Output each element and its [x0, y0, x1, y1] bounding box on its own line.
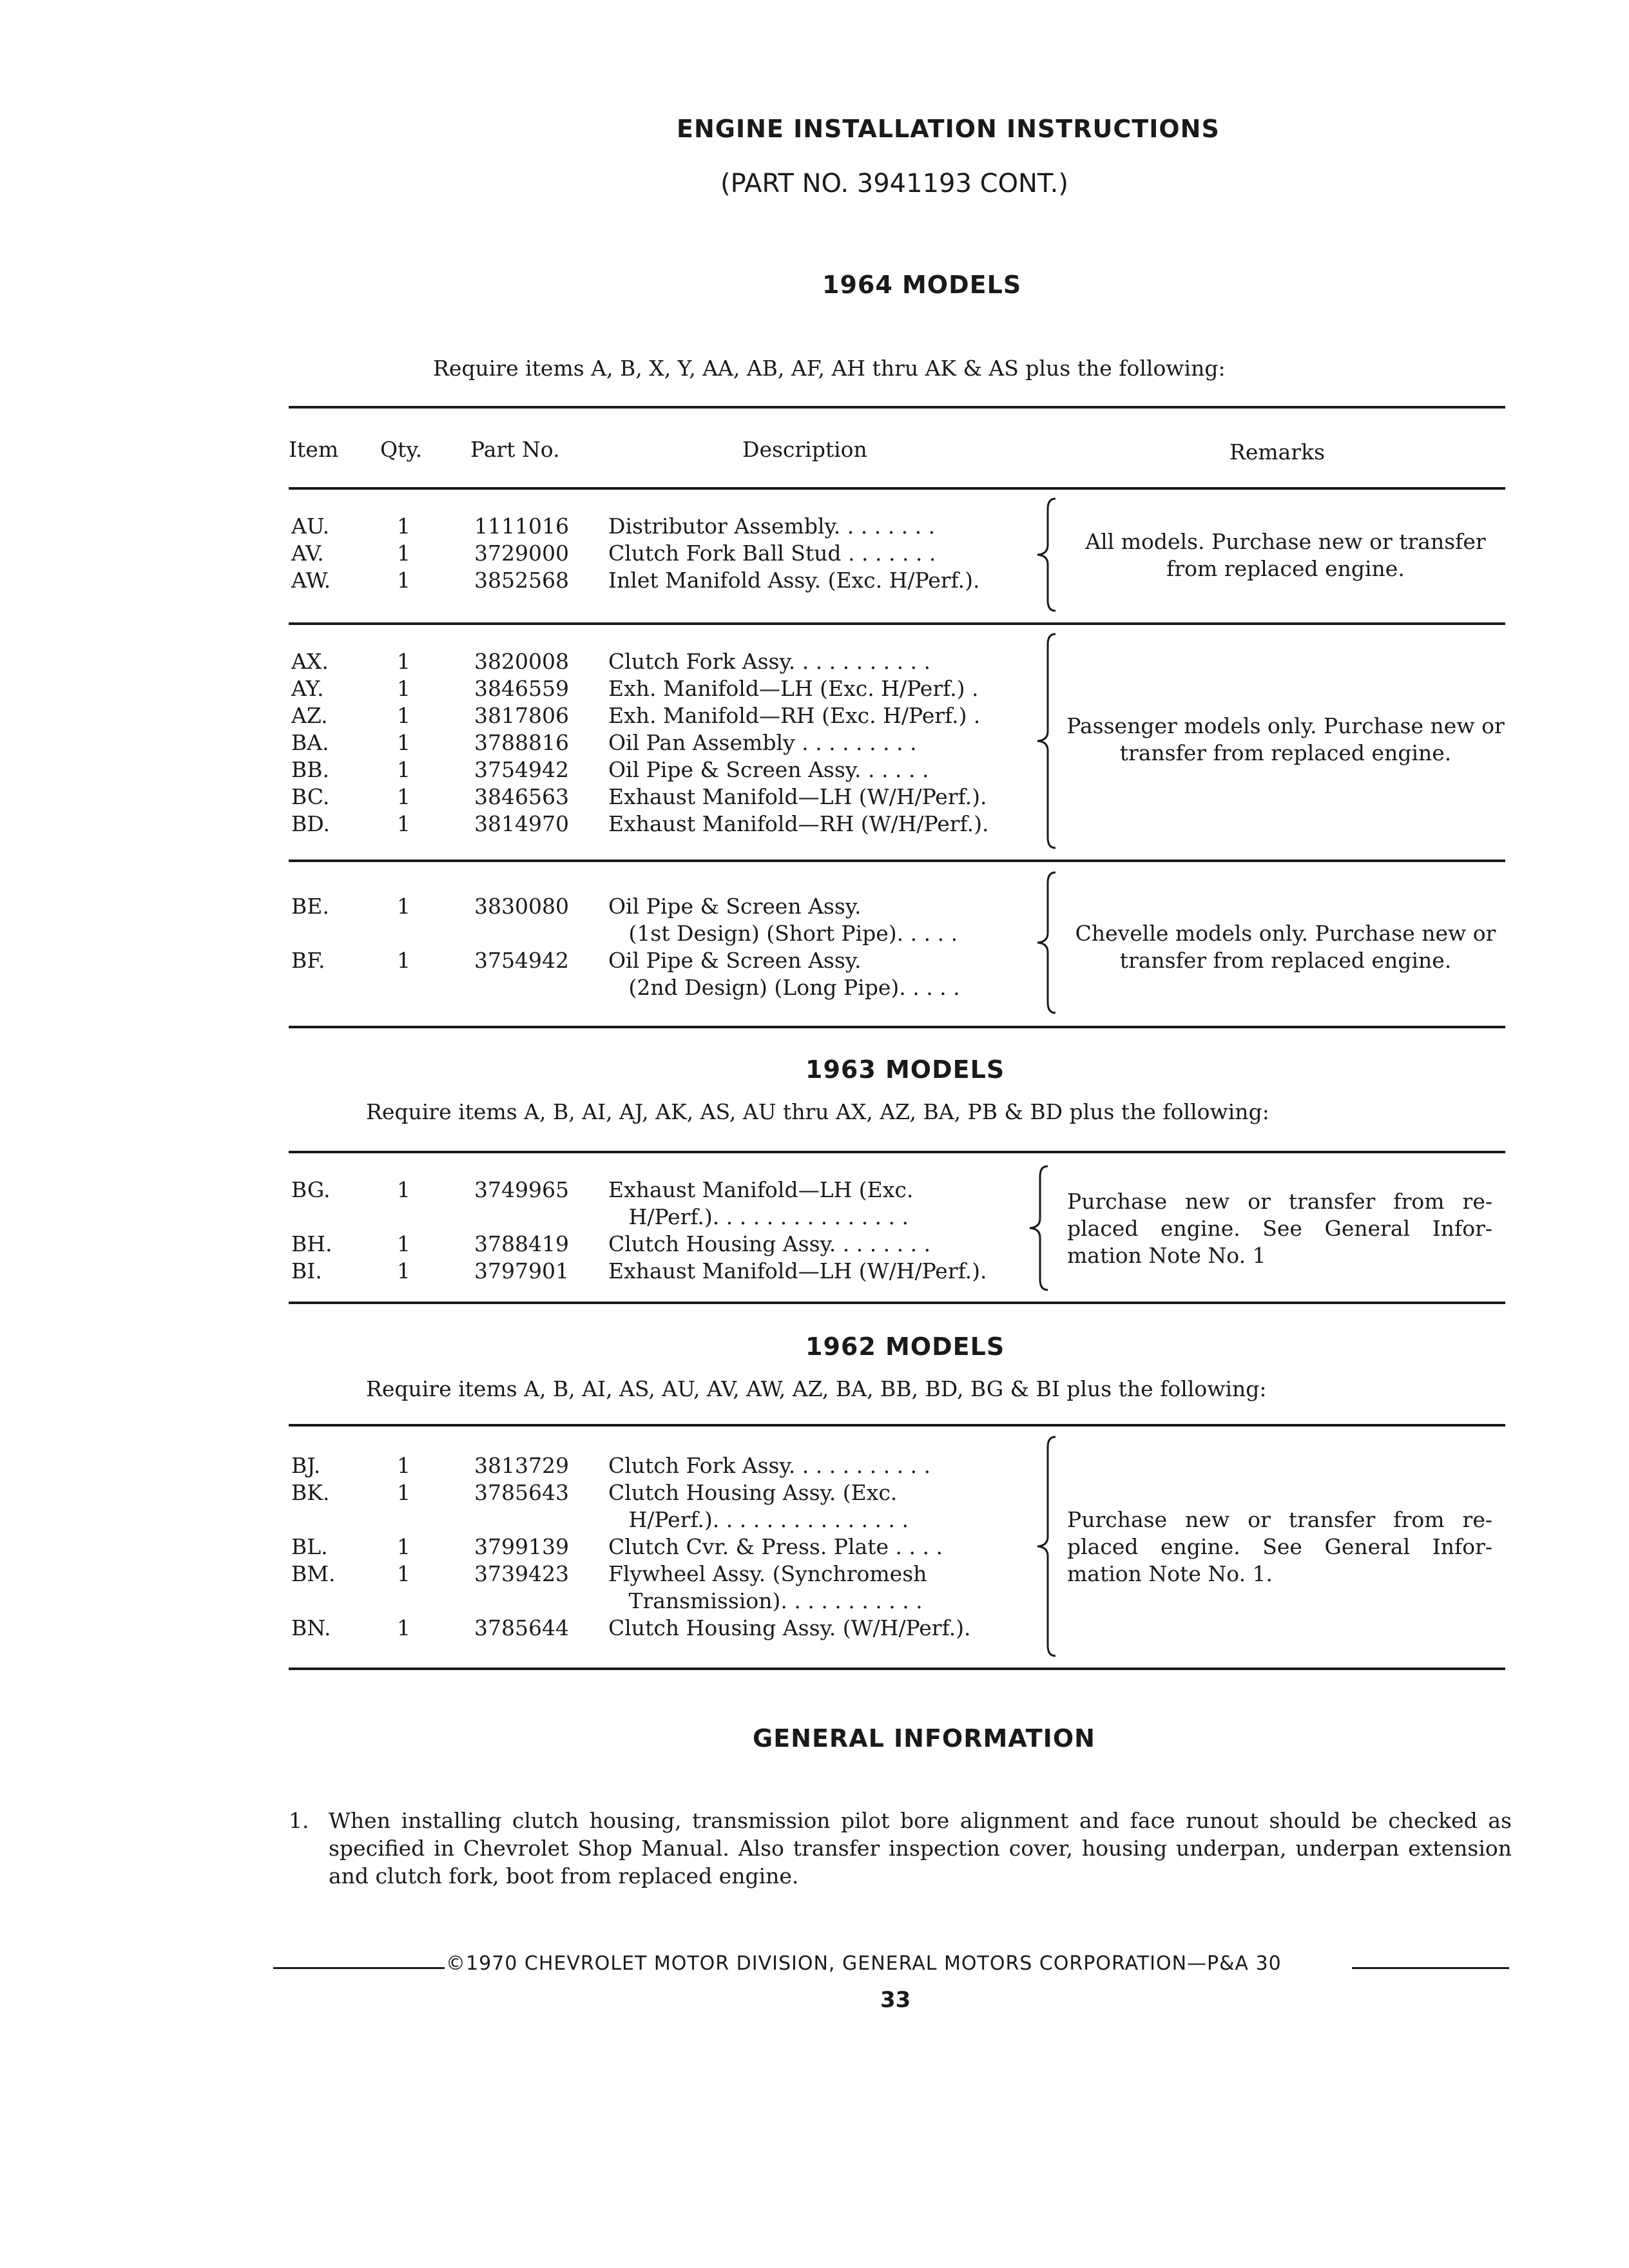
item-description-continued: H/Perf.). . . . . . . . . . . . . . . — [608, 1204, 909, 1229]
item-description: Inlet Manifold Assy. (Exc. H/Perf.). — [608, 568, 980, 593]
section-title-1963: 1963 MODELS — [805, 1055, 1005, 1084]
item-description: Clutch Fork Ball Stud . . . . . . . — [608, 541, 936, 566]
item-description: Clutch Cvr. & Press. Plate . . . . — [608, 1534, 943, 1559]
item-code: BF. — [291, 948, 325, 973]
part-number: 3799139 — [474, 1534, 569, 1559]
item-description: Exh. Manifold—LH (Exc. H/Perf.) . — [608, 676, 979, 701]
item-qty: 1 — [397, 730, 410, 755]
item-code: BC. — [291, 784, 330, 809]
item-description-continued: Transmission). . . . . . . . . . . — [608, 1588, 923, 1613]
item-qty: 1 — [397, 1177, 410, 1202]
remark-text: Purchase new or transfer from re- placed engine. See General Infor- mation Note No. 1. — [1067, 1507, 1492, 1586]
page-number: 33 — [880, 1987, 911, 2013]
item-qty: 1 — [397, 514, 410, 539]
item-description-continued: H/Perf.). . . . . . . . . . . . . . . — [608, 1507, 909, 1532]
note-number: 1. — [289, 1808, 309, 1833]
part-number: 3830080 — [474, 894, 569, 919]
item-description: Clutch Fork Assy. . . . . . . . . . . — [608, 1453, 931, 1478]
requirement-1962: Require items A, B, AI, AS, AU, AV, AW, AZ, BA, BB, BD, BG & BI plus the following: — [366, 1376, 1267, 1401]
page-subtitle: (PART NO. 3941193 CONT.) — [720, 169, 1068, 198]
item-description: Clutch Housing Assy. . . . . . . . — [608, 1231, 931, 1256]
item-code: AW. — [291, 568, 331, 593]
item-description: Exhaust Manifold—LH (Exc. — [608, 1177, 914, 1202]
item-qty: 1 — [397, 1480, 410, 1505]
item-code: BB. — [291, 757, 329, 782]
brace-icon — [1034, 631, 1059, 850]
part-number: 3814970 — [474, 811, 569, 836]
item-code: BI. — [291, 1258, 322, 1283]
item-description: Clutch Housing Assy. (Exc. — [608, 1480, 898, 1505]
remark-text: Passenger models only. Purchase new or transfer from replaced engine. — [1066, 713, 1505, 765]
item-code: BD. — [291, 811, 331, 836]
item-description: Oil Pipe & Screen Assy. . . . . . — [608, 757, 929, 782]
table-top-rule — [289, 406, 1505, 408]
item-qty: 1 — [397, 649, 410, 674]
section-end-rule — [289, 1026, 1505, 1028]
group-divider-rule — [289, 622, 1505, 625]
item-qty: 1 — [397, 1615, 410, 1640]
item-code: BK. — [291, 1480, 330, 1505]
part-number: 3846559 — [474, 676, 569, 701]
item-qty: 1 — [397, 1561, 410, 1586]
item-qty: 1 — [397, 1231, 410, 1256]
item-qty: 1 — [397, 703, 410, 728]
part-number: 3788816 — [474, 730, 569, 755]
part-number: 3797901 — [474, 1258, 569, 1283]
brace-icon — [1026, 1164, 1052, 1293]
item-qty: 1 — [397, 676, 410, 701]
column-header-qty: Qty. — [380, 437, 423, 462]
page-title: ENGINE INSTALLATION INSTRUCTIONS — [677, 115, 1220, 143]
section-end-rule — [289, 1667, 1505, 1670]
general-information-title: GENERAL INFORMATION — [753, 1724, 1095, 1753]
item-description: Distributor Assembly. . . . . . . . — [608, 514, 936, 539]
part-number: 3754942 — [474, 948, 569, 973]
header-bottom-rule — [289, 487, 1505, 490]
item-qty: 1 — [397, 948, 410, 973]
part-number: 3785643 — [474, 1480, 569, 1505]
part-number: 1111016 — [474, 514, 569, 539]
table-top-rule — [289, 1424, 1505, 1427]
item-qty: 1 — [397, 894, 410, 919]
item-code: BM. — [291, 1561, 336, 1586]
item-code: BJ. — [291, 1453, 321, 1478]
item-code: BG. — [291, 1177, 331, 1202]
item-description: Clutch Fork Assy. . . . . . . . . . . — [608, 649, 931, 674]
part-number: 3749965 — [474, 1177, 569, 1202]
item-qty: 1 — [397, 568, 410, 593]
item-description: Oil Pipe & Screen Assy. — [608, 948, 862, 973]
note-text: When installing clutch housing, transmission pilot bore alignment and face runout should be checked as specified in Chevrolet Shop Manual. Also transfer inspection cover, housing underpan, underpan extension and clutch fork, boot from replaced engine. — [329, 1808, 1512, 1888]
item-description: Flywheel Assy. (Synchromesh — [608, 1561, 927, 1586]
section-title-1962: 1962 MODELS — [805, 1332, 1005, 1361]
item-code: AX. — [291, 649, 329, 674]
item-qty: 1 — [397, 757, 410, 782]
part-number: 3846563 — [474, 784, 569, 809]
part-number: 3820008 — [474, 649, 569, 674]
item-code: AU. — [291, 514, 330, 539]
column-header-item: Item — [289, 437, 339, 462]
table-top-rule — [289, 1151, 1505, 1153]
section-end-rule — [289, 1302, 1505, 1304]
remark-text: All models. Purchase new or transfer from replaced engine. — [1085, 529, 1486, 581]
item-description: Clutch Housing Assy. (W/H/Perf.). — [608, 1615, 971, 1640]
item-description: Exhaust Manifold—LH (W/H/Perf.). — [608, 1258, 987, 1283]
group-divider-rule — [289, 860, 1505, 862]
item-qty: 1 — [397, 811, 410, 836]
part-number: 3788419 — [474, 1231, 569, 1256]
remark-text: Chevelle models only. Purchase new or transfer from replaced engine. — [1075, 921, 1496, 973]
footer-rule-right — [1352, 1967, 1509, 1969]
item-qty: 1 — [397, 784, 410, 809]
item-code: BH. — [291, 1231, 333, 1256]
item-description-continued: (1st Design) (Short Pipe). . . . . — [608, 921, 958, 946]
remark-text: Purchase new or transfer from re- placed engine. See General Infor- mation Note No. 1 — [1067, 1189, 1492, 1268]
item-description-continued: (2nd Design) (Long Pipe). . . . . — [608, 975, 960, 1000]
item-description: Exhaust Manifold—LH (W/H/Perf.). — [608, 784, 987, 809]
item-code: BE. — [291, 894, 329, 919]
part-number: 3739423 — [474, 1561, 569, 1586]
item-code: BA. — [291, 730, 329, 755]
part-number: 3852568 — [474, 568, 569, 593]
part-number: 3813729 — [474, 1453, 569, 1478]
footer-copyright: ©1970 CHEVROLET MOTOR DIVISION, GENERAL MOTORS CORPORATION—P&A 30 — [446, 1952, 1282, 1975]
item-code: BN. — [291, 1615, 331, 1640]
item-qty: 1 — [397, 1534, 410, 1559]
item-code: BL. — [291, 1534, 328, 1559]
requirement-1963: Require items A, B, AI, AJ, AK, AS, AU thru AX, AZ, BA, PB & BD plus the following: — [366, 1099, 1269, 1124]
item-qty: 1 — [397, 541, 410, 566]
column-header-description: Description — [742, 437, 867, 462]
item-description: Exh. Manifold—RH (Exc. H/Perf.) . — [608, 703, 981, 728]
brace-icon — [1034, 496, 1059, 613]
item-qty: 1 — [397, 1453, 410, 1478]
item-description: Oil Pan Assembly . . . . . . . . . — [608, 730, 917, 755]
part-number: 3729000 — [474, 541, 569, 566]
brace-icon — [1034, 1434, 1059, 1658]
requirement-1964: Require items A, B, X, Y, AA, AB, AF, AH thru AK & AS plus the following: — [433, 356, 1226, 381]
item-code: AV. — [291, 541, 324, 566]
part-number: 3817806 — [474, 703, 569, 728]
brace-icon — [1034, 870, 1059, 1015]
item-description: Oil Pipe & Screen Assy. — [608, 894, 862, 919]
column-header-remarks: Remarks — [1229, 439, 1325, 465]
section-title-1964: 1964 MODELS — [822, 271, 1022, 299]
item-code: AY. — [291, 676, 324, 701]
item-code: AZ. — [291, 703, 328, 728]
part-number: 3785644 — [474, 1615, 569, 1640]
part-number: 3754942 — [474, 757, 569, 782]
item-description: Exhaust Manifold—RH (W/H/Perf.). — [608, 811, 989, 836]
footer-rule-left — [273, 1967, 445, 1969]
item-qty: 1 — [397, 1258, 410, 1283]
column-header-part-no: Part No. — [470, 437, 560, 462]
